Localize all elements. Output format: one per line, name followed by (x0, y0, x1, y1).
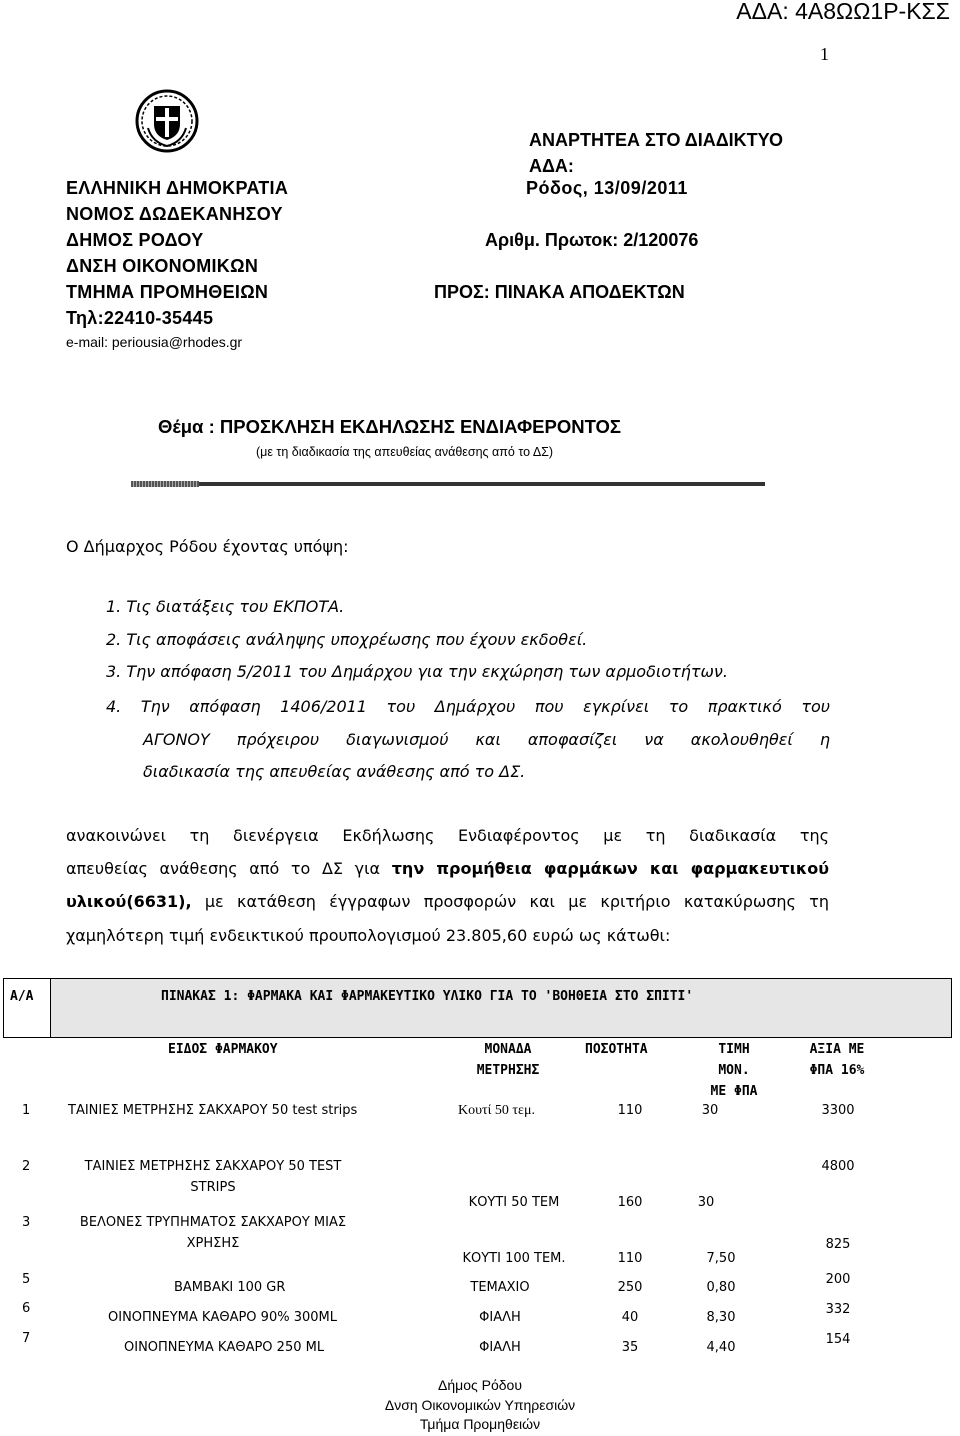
ada-code: ΑΔΑ: 4Α8ΩΩ1Ρ-ΚΣΣ (736, 0, 950, 24)
row-item: ΟΙΝΟΠΝΕΥΜΑ ΚΑΘΑΡΟ 250 ML (124, 1340, 325, 1355)
header-phone: Τηλ:22410-35445 (66, 308, 214, 328)
intro-text: Ο Δήμαρχος Ρόδου έχοντας υπόψη: (66, 537, 349, 556)
row-price: 8,30 (706, 1310, 736, 1325)
consideration-1: 1. Τις διατάξεις του ΕΚΠΟΤΑ. (106, 597, 345, 616)
header-directorate: ΔΝΣΗ ΟΙΚΟΝΟΜΙΚΩΝ (66, 256, 259, 276)
row-unit: ΦΙΑΛΗ (479, 1340, 521, 1355)
posting-note: ΑΝΑΡΤΗΤΕΑ ΣΤΟ ΔΙΑΔΙΚΤΥΟ (529, 130, 783, 150)
header-prefecture: ΝΟΜΟΣ ΔΩΔΕΚΑΝΗΣΟΥ (66, 204, 283, 224)
subject-title: Θέμα : ΠΡΟΣΚΛΗΣΗ ΕΚΔΗΛΩΣΗΣ ΕΝΔΙΑΦΕΡΟΝΤΟΣ (158, 416, 622, 437)
consideration-2: 2. Τις αποφάσεις ανάληψης υποχρέωσης που έχουν εκδοθεί. (106, 630, 588, 649)
header-country: ΕΛΛΗΝΙΚΗ ΔΗΜΟΚΡΑΤΙΑ (66, 178, 289, 198)
footer-directorate: Δνση Οικονομικών Υπηρεσιών (384, 1397, 576, 1413)
consideration-3: 3. Την απόφαση 5/2011 του Δημάρχου για την εκχώρηση των αρμοδιοτήτων. (106, 662, 728, 681)
row-value: 4800 (821, 1159, 855, 1174)
row-unit: ΦΙΑΛΗ (479, 1310, 521, 1325)
header-department: ΤΜΗΜΑ ΠΡΟΜΗΘΕΙΩΝ (66, 282, 269, 302)
table-title-band (3, 978, 952, 1038)
row-no: 1 (22, 1103, 31, 1118)
col-qty-header: ΠΟΣΟΤΗΤΑ (585, 1042, 648, 1057)
row-unit: ΤΕΜΑΧΙΟ (470, 1280, 530, 1295)
consideration-4-line3: διαδικασία της απευθείας ανάθεσης από το ΔΣ. (143, 762, 526, 781)
subject-subtitle: (με τη διαδικασία της απευθείας ανάθεσης από το ΔΣ) (256, 445, 554, 459)
row-value: 332 (825, 1302, 851, 1317)
row-qty: 110 (617, 1103, 643, 1118)
announcement-line2 (66, 859, 829, 878)
row-price: 4,40 (706, 1340, 736, 1355)
row-qty: 40 (621, 1310, 639, 1325)
row-no: 5 (22, 1272, 31, 1287)
row-item-l2: ΧΡΗΣΗΣ (186, 1236, 240, 1251)
row-unit: Κουτί 50 τεμ. (458, 1103, 535, 1118)
row-price: 30 (697, 1195, 715, 1210)
col-price-header-l1: ΤΙΜΗ (718, 1042, 750, 1057)
consideration-4-line2: ΑΓΟΝΟΥ πρόχειρου διαγωνισμού και αποφασίζει να ακολουθηθεί η (143, 730, 830, 749)
row-item: ΤΑΙΝΙΕΣ ΜΕΤΡΗΣΗΣ ΣΑΚΧΑΡΟΥ 50 test strips (68, 1103, 358, 1118)
table-aa-label: Α/Α (10, 989, 34, 1004)
row-qty: 110 (617, 1251, 643, 1266)
row-item: ΒΑΜΒΑΚΙ 100 GR (174, 1280, 286, 1295)
table-title: ΠΙΝΑΚΑΣ 1: ΦΑΡΜΑΚΑ ΚΑΙ ΦΑΡΜΑΚΕΥΤΙΚΟ ΥΛΙΚΟ ΓΙΑ ΤΟ 'ΒΟΗΘΕΙΑ ΣΤΟ ΣΠΙΤΙ' (161, 989, 694, 1004)
protocol-number: Αριθμ. Πρωτοκ: 2/120076 (485, 230, 699, 250)
consideration-4-line1: 4. Την απόφαση 1406/2011 του Δημάρχου που εγκρίνει το πρακτικό του (106, 697, 830, 716)
row-no: 3 (22, 1215, 31, 1230)
col-item-header: ΕΙΔΟΣ ΦΑΡΜΑΚΟΥ (168, 1042, 278, 1057)
announcement-line3-bold: υλικού(6631), (66, 892, 192, 911)
col-value-header-l2: ΦΠΑ 16% (809, 1063, 865, 1078)
footer-municipality: Δήμος Ρόδου (438, 1377, 522, 1393)
row-unit: ΚΟΥΤΙ 100 ΤΕΜ. (462, 1251, 566, 1266)
row-item: ΟΙΝΟΠΝΕΥΜΑ ΚΑΘΑΡΟ 90% 300ML (108, 1310, 337, 1325)
place-date: Ρόδος, 13/09/2011 (526, 178, 688, 198)
col-unit-header-l2: ΜΕΤΡΗΣΗΣ (476, 1063, 540, 1078)
col-price-header-l3: ΜΕ ΦΠΑ (710, 1084, 758, 1099)
row-no: 7 (22, 1331, 31, 1346)
ada-label: ΑΔΑ: (529, 156, 574, 176)
recipients: ΠΡΟΣ: ΠΙΝΑΚΑ ΑΠΟΔΕΚΤΩΝ (434, 282, 685, 302)
row-unit: ΚΟΥΤΙ 50 ΤΕΜ (468, 1195, 560, 1210)
col-value-header-l1: ΑΞΙΑ ΜΕ (809, 1042, 865, 1057)
announcement-line4: χαμηλότερη τιμή ενδεικτικού προυπολογισμού 23.805,60 ευρώ ως κάτωθι: (66, 926, 671, 945)
row-no: 6 (22, 1301, 31, 1316)
row-item-l1: ΤΑΙΝΙΕΣ ΜΕΤΡΗΣΗΣ ΣΑΚΧΑΡΟΥ 50 TEST (84, 1159, 342, 1174)
row-price: 0,80 (706, 1280, 736, 1295)
header-municipality: ΔΗΜΟΣ ΡΟΔΟΥ (66, 230, 204, 250)
footer-department: Τμήμα Προμηθειών (419, 1416, 541, 1432)
row-qty: 35 (621, 1340, 639, 1355)
row-price: 7,50 (706, 1251, 736, 1266)
page-number: 1 (820, 44, 829, 64)
announcement-line2-bold: την προμήθεια φαρμάκων και φαρμακευτικού (391, 859, 830, 878)
row-price: 30 (701, 1103, 719, 1118)
row-item-l1: ΒΕΛΟΝΕΣ ΤΡΥΠΗΜΑΤΟΣ ΣΑΚΧΑΡΟΥ ΜΙΑΣ (79, 1215, 347, 1230)
header-email: e-mail: periousia@rhodes.gr (66, 334, 243, 350)
row-qty: 250 (617, 1280, 643, 1295)
announcement-line2-text: απευθείας ανάθεσης από το ΔΣ για (66, 859, 392, 878)
row-value: 3300 (821, 1103, 855, 1118)
col-unit-header-l1: ΜΟΝΑΔΑ (484, 1042, 532, 1057)
table-title-cell (51, 979, 951, 1037)
row-value: 825 (825, 1237, 851, 1252)
divider-line (131, 482, 765, 486)
table-aa-cell (4, 979, 51, 1037)
row-no: 2 (22, 1159, 31, 1174)
col-price-header-l2: ΜΟΝ. (718, 1063, 750, 1078)
row-item-l2: STRIPS (190, 1180, 236, 1195)
row-value: 200 (825, 1272, 851, 1287)
announcement-line1: ανακοινώνει τη διενέργεια Εκδήλωσης Ενδιαφέροντος με τη διαδικασία της (66, 826, 829, 845)
greek-emblem-icon (134, 88, 200, 154)
row-qty: 160 (617, 1195, 643, 1210)
announcement-line3 (66, 892, 829, 911)
announcement-line3-text: με κατάθεση έγγραφων προσφορών και με κριτήριο κατακύρωσης τη (191, 892, 829, 911)
row-value: 154 (825, 1332, 851, 1347)
